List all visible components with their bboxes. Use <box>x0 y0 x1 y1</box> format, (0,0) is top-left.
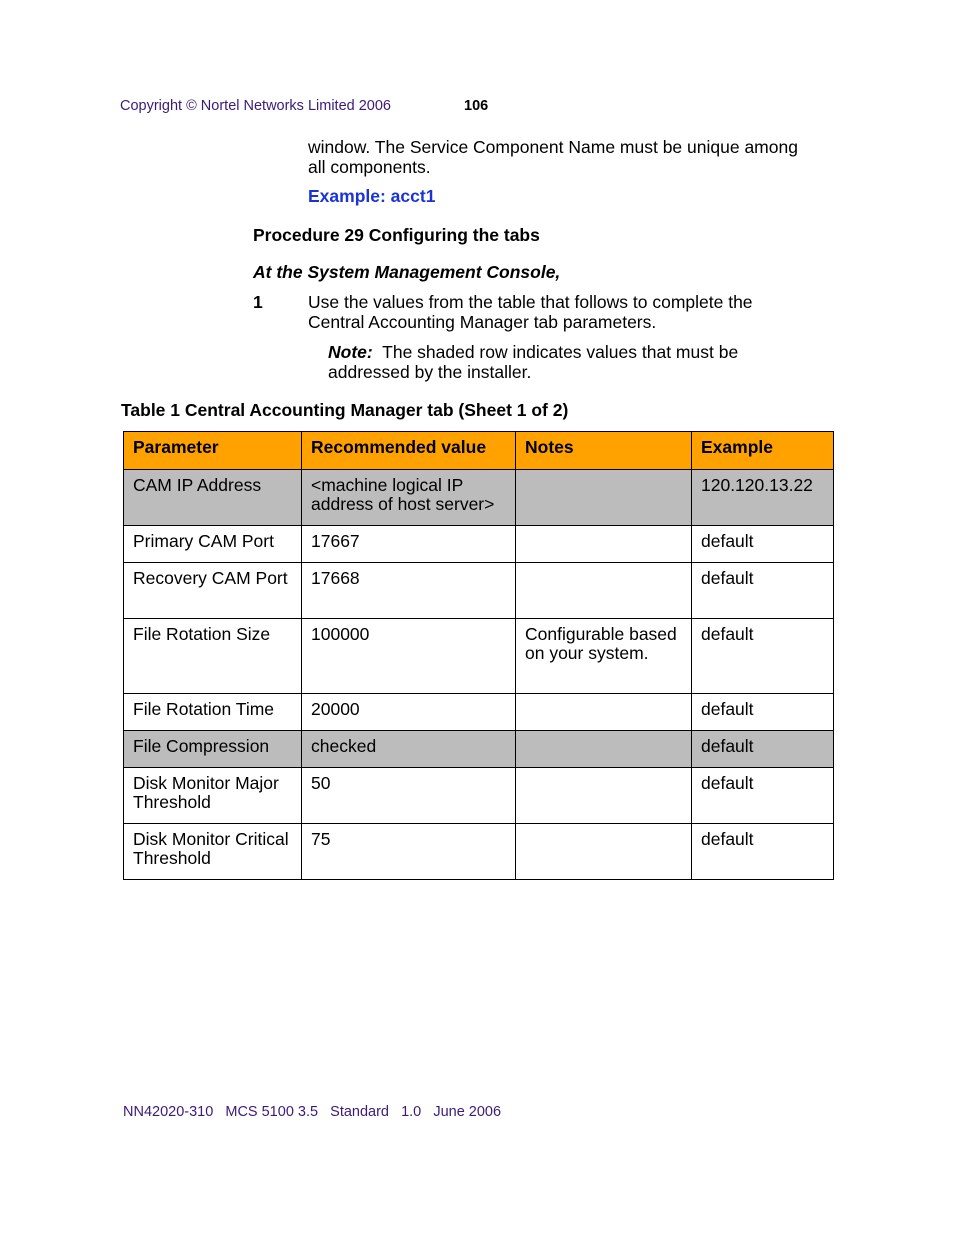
cell-value: 75 <box>302 824 516 880</box>
cell-example: default <box>692 731 834 768</box>
cell-value: checked <box>302 731 516 768</box>
document-footer: NN42020-310 MCS 5100 3.5 Standard 1.0 June 2006 <box>123 1104 502 1120</box>
cell-parameter: File Compression <box>124 731 302 768</box>
table-row <box>124 768 834 824</box>
column-header-example: Example <box>692 432 834 470</box>
cell-example: default <box>692 694 834 731</box>
cell-notes: Configurable based on your system. <box>516 619 692 694</box>
cell-example: default <box>692 619 834 694</box>
cell-parameter: File Rotation Size <box>124 619 302 694</box>
table-row <box>124 470 834 526</box>
cell-notes <box>516 731 692 768</box>
table-row <box>124 824 834 880</box>
note-label: Note: <box>328 342 373 362</box>
note-line-1 <box>328 342 738 362</box>
table-row <box>124 694 834 731</box>
note-text: The shaded row indicates values that must be <box>382 342 739 362</box>
step-line-1: Use the values from the table that follows to complete the <box>308 292 753 312</box>
cell-value: 100000 <box>302 619 516 694</box>
cell-notes <box>516 824 692 880</box>
cell-value: 50 <box>302 768 516 824</box>
cell-example: 120.120.13.22 <box>692 470 834 526</box>
cam-parameters-table <box>123 431 834 880</box>
step-line-2: Central Accounting Manager tab parameters. <box>308 312 657 332</box>
column-header-notes: Notes <box>516 432 692 470</box>
cell-parameter: Recovery CAM Port <box>124 563 302 619</box>
cell-example: default <box>692 768 834 824</box>
cell-notes <box>516 470 692 526</box>
cell-notes <box>516 694 692 731</box>
column-header-recommended-value: Recommended value <box>302 432 516 470</box>
cell-notes <box>516 563 692 619</box>
table-header-row <box>124 432 834 470</box>
cell-value: 17668 <box>302 563 516 619</box>
example-text: Example: acct1 <box>308 186 436 206</box>
cell-value: 20000 <box>302 694 516 731</box>
cell-parameter: CAM IP Address <box>124 470 302 526</box>
table-row <box>124 619 834 694</box>
procedure-title: Procedure 29 Configuring the tabs <box>253 225 540 245</box>
cell-example: default <box>692 824 834 880</box>
intro-line-2: all components. <box>308 157 431 177</box>
note-line-2: addressed by the installer. <box>328 362 532 382</box>
procedure-context: At the System Management Console, <box>253 262 561 282</box>
cell-parameter: Primary CAM Port <box>124 526 302 563</box>
copyright-notice: Copyright © Nortel Networks Limited 2006 <box>120 98 391 114</box>
cell-parameter: File Rotation Time <box>124 694 302 731</box>
table-row <box>124 563 834 619</box>
cell-parameter: Disk Monitor Major Threshold <box>124 768 302 824</box>
table-row <box>124 731 834 768</box>
cell-notes <box>516 768 692 824</box>
cell-example: default <box>692 563 834 619</box>
table-row <box>124 526 834 563</box>
column-header-parameter: Parameter <box>124 432 302 470</box>
step-number: 1 <box>253 292 263 312</box>
intro-line-1: window. The Service Component Name must be unique among <box>308 137 798 157</box>
cell-notes <box>516 526 692 563</box>
cell-value: <machine logical IP address of host server> <box>302 470 516 526</box>
cell-value: 17667 <box>302 526 516 563</box>
page-number: 106 <box>464 98 489 114</box>
cell-example: default <box>692 526 834 563</box>
table-caption: Table 1 Central Accounting Manager tab (Sheet 1 of 2) <box>121 400 569 420</box>
cell-parameter: Disk Monitor Critical Threshold <box>124 824 302 880</box>
